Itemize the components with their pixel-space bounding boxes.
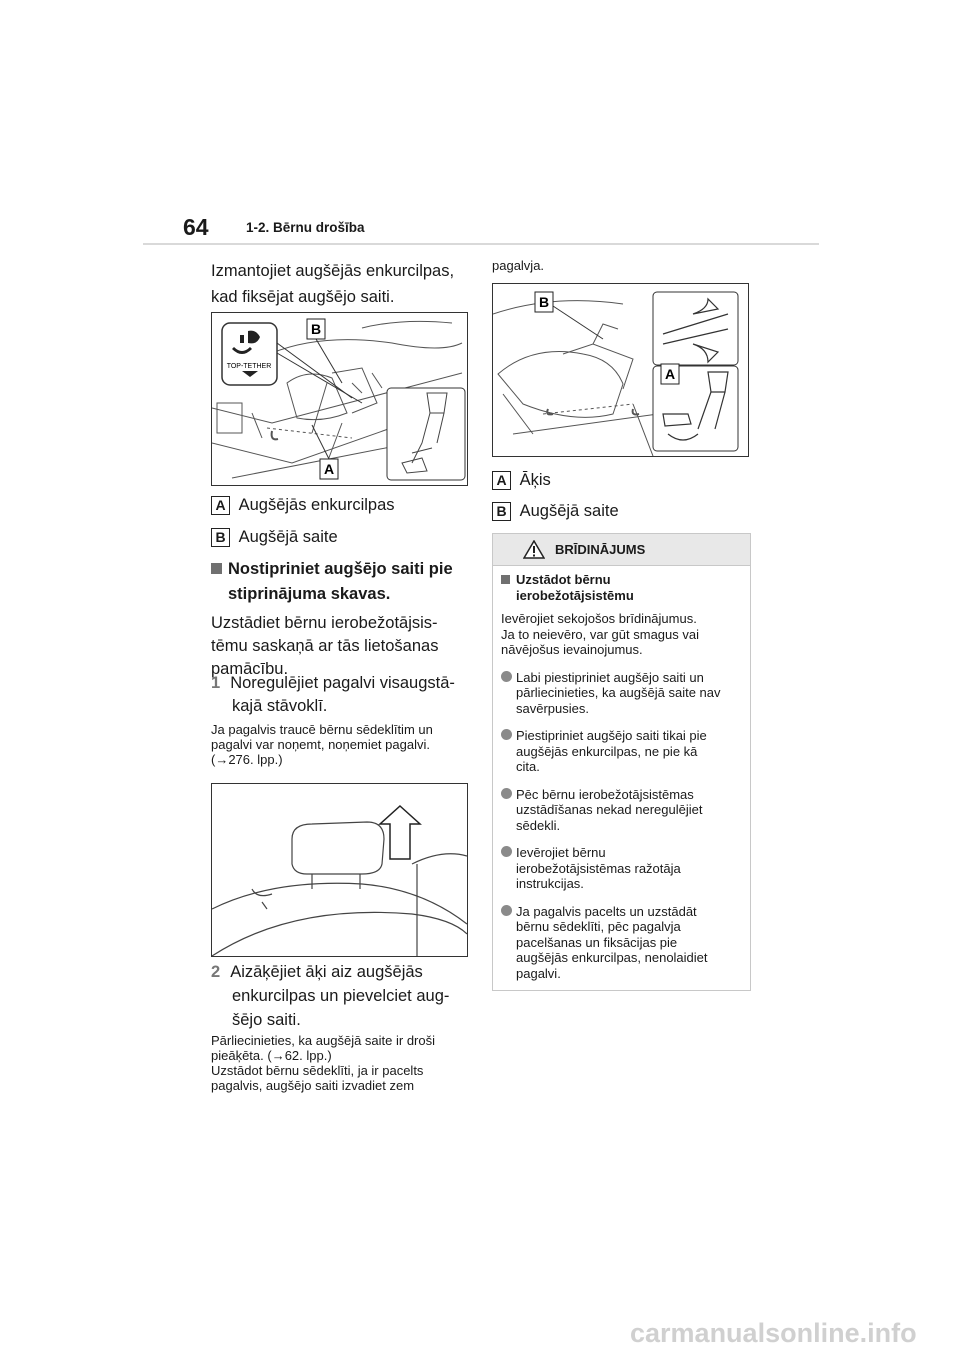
- page-number: 64: [183, 214, 209, 240]
- arrow-up-icon: [380, 806, 420, 859]
- note-tether-hooked: Pārliecinieties, ka augšējā saite ir droši pieāķēta. (→62. lpp.) Uzstādot bērnu sēdeklīti, ja ir pacelts pagalvis, augšējo saiti izvadiet zem: [211, 1033, 435, 1093]
- warning-item-1: Labi piestipriniet augšējo saiti un pārliecinieties, ka augšējā saite nav savērpusies.: [493, 658, 750, 717]
- watermark: carmanualsonline.info: [630, 1318, 917, 1348]
- intro-text: Izmantojiet augšējās enkurcilpas, kad fiksējat augšējo saiti.: [211, 262, 455, 306]
- continued-text: pagalvja.: [492, 258, 545, 273]
- figure-top-tether-anchor: [211, 312, 468, 486]
- square-bullet-icon: [211, 563, 222, 574]
- install-paragraph: Uzstādiet bērnu ierobežotājsis- tēmu saskaņā ar tās lietošanas pamācību.: [211, 614, 439, 678]
- seat-anchor-illustration: [212, 313, 467, 485]
- legend-item-b: [211, 525, 338, 550]
- callout-a: A: [664, 366, 676, 382]
- warning-item-2: Piestipriniet augšējo saiti tikai pie augšējās enkurcilpas, ne pie kā cita.: [493, 716, 750, 775]
- chapter-title: 1-2. Bērnu drošība: [246, 220, 365, 235]
- warning-triangle-icon: [523, 540, 545, 559]
- legend-key-a: A: [492, 471, 511, 490]
- callout-b: B: [310, 321, 322, 337]
- warning-intro: Ievērojiet sekojošos brīdinājumus. Ja to neievēro, var gūt smagus vai nāvējošus ievainojumus.: [501, 611, 699, 657]
- bullet-dot-icon: [501, 788, 512, 799]
- callout-b: B: [538, 294, 550, 310]
- callout-a: A: [323, 461, 335, 477]
- warning-item-5: Ja pagalvis pacelts un uzstādāt bērnu sēdeklīti, pēc pagalvja pacelšanas un fiksācijas pie augšējās enkurcilpas, nenolaidiet pagalvi.: [493, 892, 750, 982]
- top-tether-label: TOP-TETHER: [226, 363, 272, 370]
- hook-illustration: [493, 284, 748, 456]
- section-heading: Nostipriniet augšējo saiti pie stiprinājuma skavas.: [211, 557, 453, 607]
- warning-title: BRĪDINĀJUMS: [555, 542, 646, 557]
- legend-item-a: [211, 493, 395, 518]
- square-bullet-icon: [501, 575, 510, 584]
- legend-key-b: B: [492, 502, 511, 521]
- warning-item-4: Ievērojiet bērnu ierobežotājsistēmas ražotāja instrukcijas.: [493, 833, 750, 892]
- bullet-dot-icon: [501, 671, 512, 682]
- warning-item-3: Pēc bērnu ierobežotājsistēmas uzstādīšanas nekad neregulējiet sēdekli.: [493, 775, 750, 834]
- step-2-number: 2: [211, 963, 221, 981]
- legend-key-b: B: [211, 528, 230, 547]
- bullet-dot-icon: [501, 729, 512, 740]
- step-1: 1 Noregulējiet pagalvi visaugstā- kajā stāvoklī.: [211, 674, 455, 715]
- step-2: 2 Aizāķējiet āķi aiz augšējās enkurcilpas un pievelciet aug- šējo saiti.: [211, 963, 450, 1029]
- warning-subheading: Uzstādot bērnu ierobežotājsistēmu: [493, 566, 750, 603]
- figure-headrest-raise: [211, 783, 468, 957]
- figure-hook-tether: [492, 283, 749, 457]
- legend-key-a: A: [211, 496, 230, 515]
- bullet-dot-icon: [501, 905, 512, 916]
- legend-text-b: Augšējā saite: [519, 502, 619, 520]
- legend-text-a: Āķis: [519, 471, 551, 489]
- bullet-dot-icon: [501, 846, 512, 857]
- warning-box: [492, 533, 751, 991]
- note-headrest: Ja pagalvis traucē bērnu sēdeklītim un pagalvi var noņemt, noņemiet pagalvi. (→276. lpp.): [211, 722, 433, 767]
- legend-item-b-right: [492, 499, 619, 524]
- legend-text-a: Augšējās enkurcilpas: [238, 496, 395, 514]
- warning-header: [493, 534, 750, 566]
- legend-item-a-right: [492, 468, 551, 493]
- header-rule: [143, 243, 819, 245]
- legend-text-b: Augšējā saite: [238, 528, 338, 546]
- headrest-illustration: [212, 784, 467, 956]
- step-1-number: 1: [211, 674, 221, 692]
